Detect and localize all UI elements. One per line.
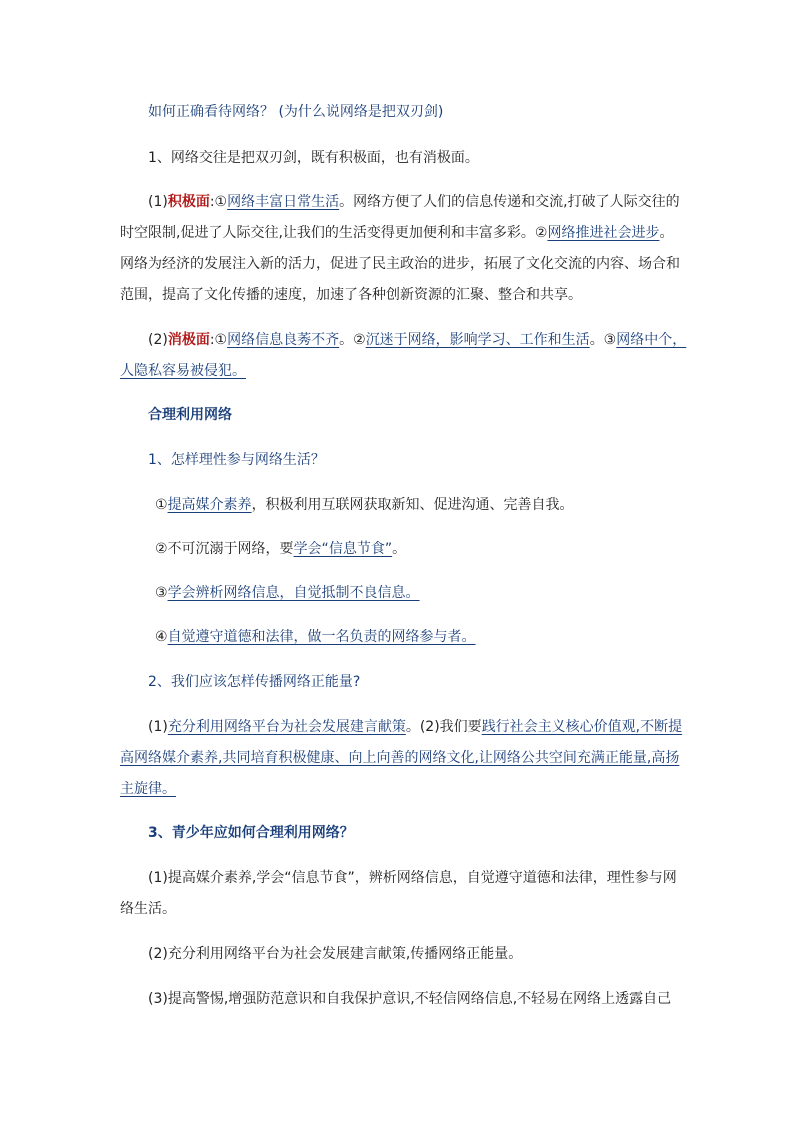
negative-line-2 <box>120 361 700 381</box>
q1-item-2-text-2: 。 <box>392 541 407 557</box>
q2-answer-line-2 <box>120 748 700 768</box>
q3-answer-line-2: 络生活。 <box>120 901 176 917</box>
positive-line-1 <box>148 192 728 212</box>
negative-underline-3a: 网络中个， <box>616 332 687 348</box>
q2-answer-text-1: 。(2)我们要 <box>405 719 482 735</box>
question-1: 1、怎样理性参与网络生活？ <box>148 452 325 468</box>
q1-item-3-num: ③ <box>155 585 168 601</box>
q2-answer-underline-1: 充分利用网络平台为社会发展建言献策 <box>167 719 406 735</box>
negative-text-2: 。③ <box>589 332 617 348</box>
positive-line-2 <box>120 223 700 243</box>
point-double-edged: 1、网络交往是把双刃剑，既有积极面，也有消极面。 <box>148 150 479 166</box>
positive-label: 积极面 <box>167 194 210 210</box>
negative-line-1 <box>148 330 686 350</box>
positive-colon: :① <box>209 194 228 210</box>
positive-line-4: 范围，提高了文化传播的速度，加速了各种创新资源的汇聚、整合和共享。 <box>120 287 582 303</box>
section-title-reasonable-use: 合理利用网络 <box>148 407 232 423</box>
negative-underline-1: 网络信息良莠不齐 <box>227 332 340 348</box>
q1-item-4-underline: 自觉遵守道德和法律，做一名负责的网络参与者。 <box>167 629 476 645</box>
q1-item-1-num: ① <box>155 497 168 513</box>
q2-answer-line-3 <box>120 779 700 799</box>
q3-answer-line-4: (3)提高警惕,增强防范意识和自我保护意识,不轻信网络信息,不轻易在网络上透露自己 <box>148 991 672 1007</box>
question-3: 3、青少年应如何合理利用网络？ <box>148 825 354 841</box>
q2-answer-underline-2a: 践行社会主义核心价值观,不断提 <box>481 719 683 735</box>
q1-item-1-text: ，积极利用互联网获取新知、促进沟通、完善自我。 <box>251 497 574 513</box>
q1-item-2-text-1: ②不可沉溺于网络，要 <box>155 541 294 557</box>
q2-answer-line-1 <box>148 717 683 737</box>
question-2: 2、我们应该怎样传播网络正能量? <box>148 674 361 690</box>
negative-colon: :① <box>209 332 228 348</box>
negative-text-1: 。② <box>339 332 366 348</box>
q1-item-2-underline: 学会“信息节食” <box>293 541 393 557</box>
q2-answer-underline-2b: 高网络媒介素养,共同培育积极健康、向上向善的网络文化,让网络公共空间充满正能量,高扬 <box>120 750 680 766</box>
negative-label: 消极面 <box>167 332 210 348</box>
q1-item-3 <box>155 583 735 603</box>
q1-item-1-underline: 提高媒介素养 <box>167 497 252 513</box>
question-title: 如何正确看待网络？ (为什么说网络是把双刃剑) <box>148 104 444 120</box>
negative-underline-3b: 人隐私容易被侵犯。 <box>120 363 246 379</box>
positive-underline-2: 网络推进社会进步 <box>547 225 660 241</box>
q1-item-2 <box>155 539 735 559</box>
q1-item-1 <box>155 495 735 515</box>
q2-answer-underline-2c: 主旋律。 <box>120 781 176 797</box>
negative-num: (2) <box>148 332 168 348</box>
positive-text-2: 。 <box>659 225 674 241</box>
positive-underline-1: 网络丰富日常生活 <box>227 194 340 210</box>
q1-item-3-underline: 学会辨析网络信息，自觉抵制不良信息。 <box>167 585 420 601</box>
q2-answer-num-1: (1) <box>148 719 168 735</box>
positive-text-1: 。网络方便了人们的信息传递和交流,打破了人际交往的 <box>339 194 680 210</box>
positive-line-3: 网络为经济的发展注入新的活力，促进了民主政治的进步，拓展了文化交流的内容、场合和 <box>120 256 680 272</box>
q3-answer-line-3: (2)充分利用网络平台为社会发展建言献策,传播网络正能量。 <box>148 946 523 962</box>
q1-item-4-num: ④ <box>155 629 168 645</box>
positive-line-2-text: 时空限制,促进了人际交往,让我们的生活变得更加便利和丰富多彩。② <box>120 225 548 241</box>
q3-answer-line-1: (1)提高媒介素养,学会“信息节食”，辨析网络信息，自觉遵守道德和法律，理性参与网 <box>148 870 677 886</box>
positive-num: (1) <box>148 194 168 210</box>
negative-underline-2: 沉迷于网络，影响学习、工作和生活 <box>365 332 590 348</box>
q1-item-4 <box>155 627 735 647</box>
